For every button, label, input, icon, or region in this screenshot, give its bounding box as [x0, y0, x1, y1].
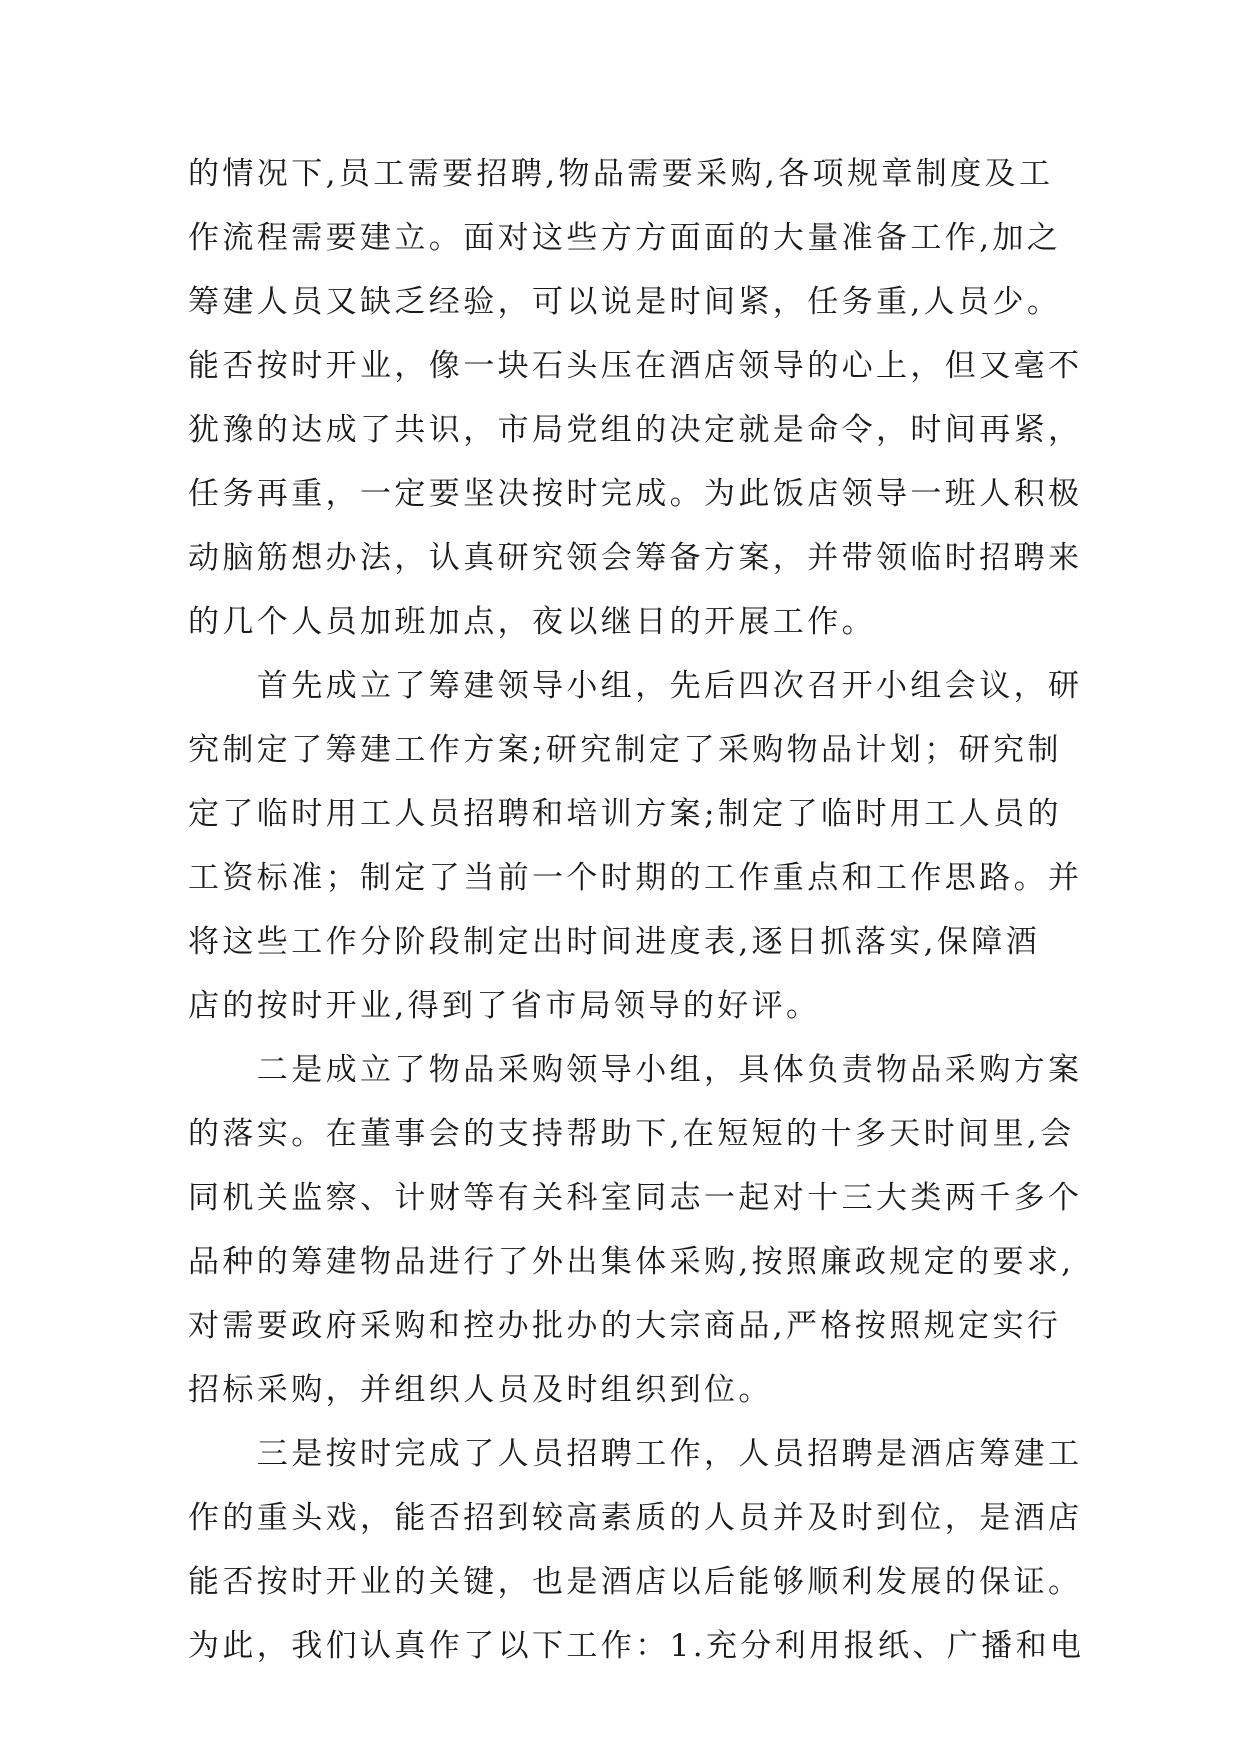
text-line: 店的按时开业,得到了省市局领导的好评。: [188, 988, 821, 1024]
text-line: 任务再重，一定要坚决按时完成。为此饭店领导一班人积极: [188, 476, 1083, 512]
body-text: [188, 142, 1085, 1678]
text-line: 究制定了筹建工作方案;研究制定了采购物品计划；研究制: [188, 732, 1062, 768]
text-line: 的落实。在董事会的支持帮助下,在短短的十多天时间里,会: [188, 1116, 1075, 1152]
text-line: 对需要政府采购和控办批办的大宗商品,严格按照规定实行: [188, 1308, 1062, 1344]
text-line: 的几个人员加班加点，夜以继日的开展工作。: [188, 604, 876, 640]
text-line: 三是按时完成了人员招聘工作，人员招聘是酒店筹建工: [188, 1436, 1083, 1472]
text-line: 品种的筹建物品进行了外出集体采购,按照廉政规定的要求,: [188, 1244, 1075, 1280]
text-line: 二是成立了物品采购领导小组，具体负责物品采购方案: [188, 1052, 1083, 1088]
text-line: 动脑筋想办法，认真研究领会筹备方案，并带领临时招聘来: [188, 540, 1083, 576]
text-line: 能否按时开业的关键，也是酒店以后能够顺利发展的保证。: [188, 1564, 1083, 1600]
text-line: 作流程需要建立。面对这些方方面面的大量准备工作,加之: [188, 220, 1062, 256]
text-line: 为此，我们认真作了以下工作：1.充分利用报纸、广播和电: [188, 1628, 1085, 1664]
text-line: 能否按时开业，像一块石头压在酒店领导的心上，但又毫不: [188, 348, 1083, 384]
text-line: 犹豫的达成了共识，市局党组的决定就是命令，时间再紧，: [188, 412, 1083, 448]
text-line: 筹建人员又缺乏经验，可以说是时间紧，任务重,人员少。: [188, 284, 1062, 320]
text-line: 招标采购，并组织人员及时组织到位。: [188, 1372, 773, 1408]
text-line: 的情况下,员工需要招聘,物品需要采购,各项规章制度及工: [188, 156, 1054, 192]
text-line: 定了临时用工人员招聘和培训方案;制定了临时用工人员的: [188, 796, 1062, 832]
text-line: 同机关监察、计财等有关科室同志一起对十三大类两千多个: [188, 1180, 1083, 1216]
text-line: 首先成立了筹建领导小组，先后四次召开小组会议，研: [188, 668, 1083, 704]
text-line: 将这些工作分阶段制定出时间进度表,逐日抓落实,保障酒: [188, 924, 1041, 960]
text-line: 作的重头戏，能否招到较高素质的人员并及时到位，是酒店: [188, 1500, 1083, 1536]
text-line: 工资标准；制定了当前一个时期的工作重点和工作思路。并: [188, 860, 1083, 896]
